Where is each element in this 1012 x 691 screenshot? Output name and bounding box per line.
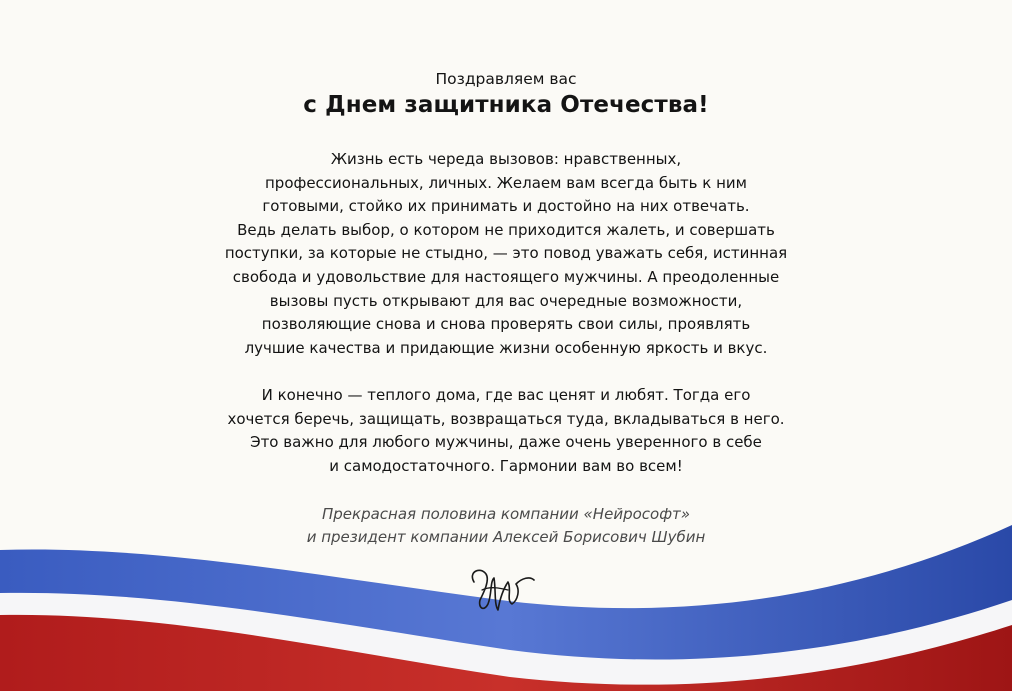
paragraph-line: И конечно — теплого дома, где вас ценят и любят. Тогда его xyxy=(261,386,751,404)
paragraph-line: свобода и удовольствие для настоящего мужчины. А преодоленные xyxy=(232,267,780,286)
paragraph-line: вызовы пусть открывают для вас очередные возможности, xyxy=(269,291,743,310)
handwritten-signature xyxy=(460,560,540,620)
paragraph-line: профессиональных, личных. Желаем вам всегда быть к ним xyxy=(265,173,747,192)
paragraph-line: позволяющие снова и снова проверять свои силы, проявлять xyxy=(261,315,751,334)
paragraph-2 xyxy=(120,384,892,478)
paragraph-line: Жизнь есть череда вызовов: нравственных, xyxy=(330,150,682,168)
signature-line2: и президент компании Алексей Борисович Шубин xyxy=(306,528,706,546)
paragraph-1 xyxy=(120,148,892,360)
signature-line1: Прекрасная половина компании «Нейрософт» xyxy=(321,505,691,523)
paragraph-line: Ведь делать выбор, о котором не приходится жалеть, и совершать xyxy=(237,220,775,239)
paragraph-line: поступки, за которые не стыдно, — это повод уважать себя, истинная xyxy=(224,244,788,263)
paragraph-line: хочется беречь, защищать, возвращаться туда, вкладываться в него. xyxy=(227,409,785,428)
paragraph-line: и самодостаточного. Гармонии вам во всем! xyxy=(329,456,683,475)
paragraph-line: Это важно для любого мужчины, даже очень уверенного в себе xyxy=(250,433,762,452)
signature-text xyxy=(0,503,1012,549)
greeting-title: с Днем защитника Отечества! xyxy=(303,92,709,118)
paragraph-line: готовыми, стойко их принимать и достойно на них отвечать. xyxy=(262,197,750,216)
greeting-line1: Поздравляем вас xyxy=(435,70,577,88)
paragraph-line: лучшие качества и придающие жизни особенную яркость и вкус. xyxy=(244,338,768,357)
